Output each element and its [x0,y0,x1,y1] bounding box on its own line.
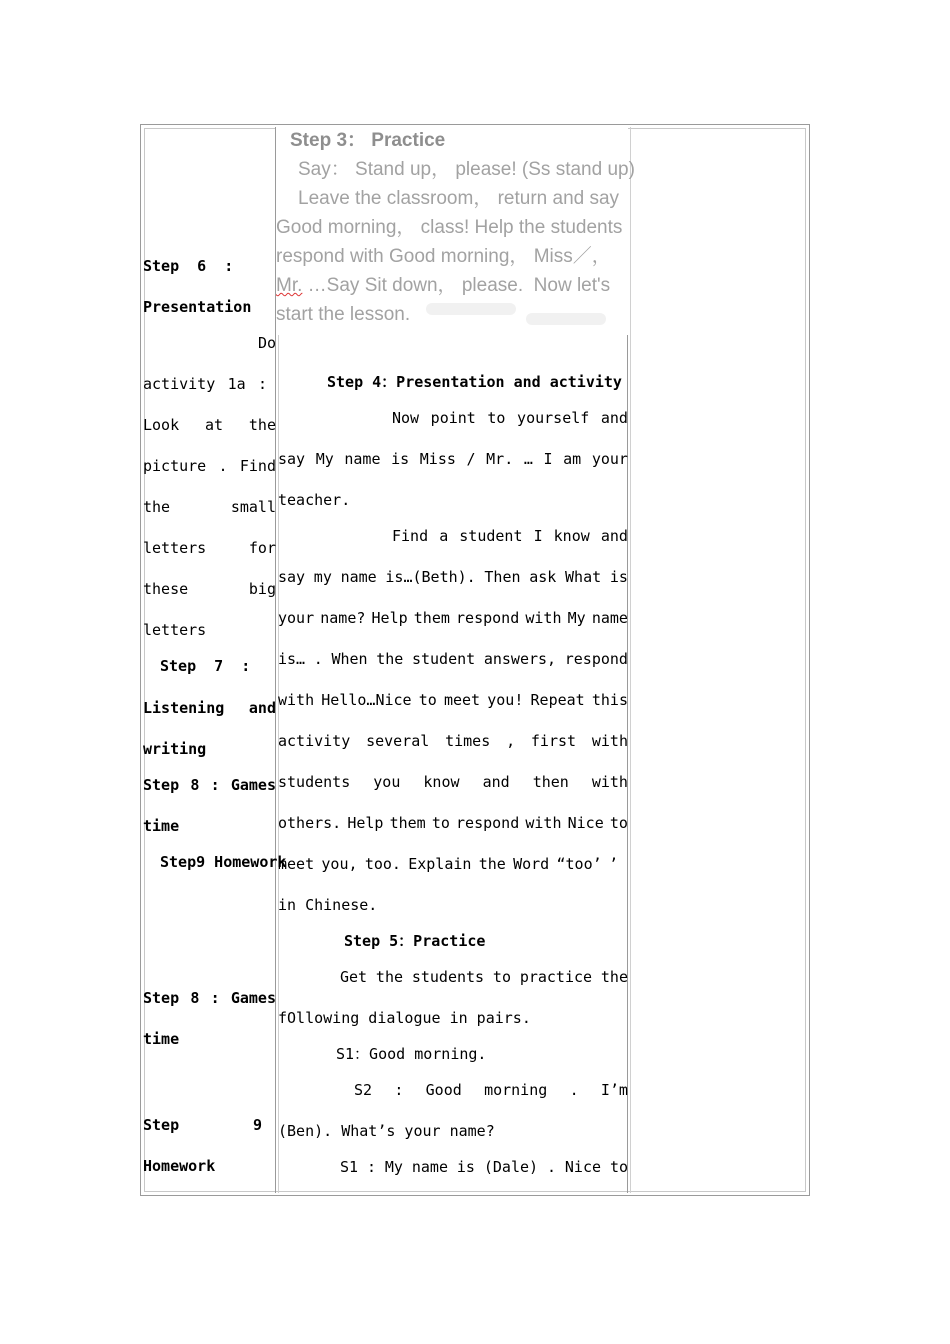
word: . [313,650,323,668]
word: you! [487,691,524,709]
word: My [384,1158,403,1176]
word: to [418,691,437,709]
word: name? [320,609,366,627]
word: say [278,568,306,586]
word: Step [143,776,180,794]
word: picture [143,457,207,475]
paragraph-line [392,527,628,545]
word: student [459,527,523,545]
word: students [278,773,351,791]
word: then [532,773,569,791]
word: the [143,498,171,516]
word: activity [278,732,351,750]
step6-heading [143,257,267,275]
step4-title: Step 4：Presentation and activity [327,373,622,391]
word: Good [425,1081,462,1099]
word: Step [143,989,180,1007]
word: / [466,450,476,468]
step3-line: start the lesson. [276,304,411,325]
word: point [430,409,476,427]
word: Help [347,814,384,832]
word: to [431,814,450,832]
mr-text: Mr. [276,275,303,296]
word: for [248,539,276,557]
word: name [340,568,377,586]
word: yourself [517,409,590,427]
column-divider-right-inner [630,127,631,1193]
word: … [523,450,533,468]
step3-line: Say： Stand up， please! (Ss stand up) [298,159,635,180]
the-small-line [143,498,276,516]
word: I [533,527,543,545]
word: 8 [190,989,200,1007]
step9-heading: Step9 Homework [160,853,287,871]
letters-for-line [143,539,276,557]
word: ’ [608,855,618,873]
step9-homework-repeat: Homework [143,1157,216,1175]
word: practice [519,968,593,986]
word: When [331,650,368,668]
paragraph-line: fOllowing dialogue in pairs. [278,1009,531,1027]
word: letters [143,539,207,557]
word: 9 [252,1116,262,1134]
word: Look [143,416,180,434]
step3-line: respond with Good morning， Miss／， [276,246,611,267]
word: students [411,968,485,986]
word: small [230,498,276,516]
word: the [478,855,506,873]
step8-heading [143,776,276,794]
step8-heading-repeat [143,989,276,1007]
word: . [546,1158,556,1176]
word: is [456,1158,475,1176]
word: others. [278,814,342,832]
word: Explain [408,855,472,873]
word: Get [340,968,368,986]
word: is [391,450,410,468]
dialogue-line: (Ben). What’s your name? [278,1122,495,1140]
dialogue-line [340,1158,628,1176]
word: too. [364,855,401,873]
paragraph-line: teacher. [278,491,351,509]
word: S1 [340,1158,359,1176]
word: is… [278,650,306,668]
word: times [445,732,491,750]
word: answers, [483,650,557,668]
word: Find [392,527,429,545]
word: meet [278,855,315,873]
word: , [506,732,516,750]
word: this [591,691,628,709]
word: your [591,450,628,468]
step8-time-repeat: time [143,1030,180,1048]
word: to [609,1158,628,1176]
word: I’m [600,1081,628,1099]
word: . [569,1081,579,1099]
word: and [600,409,628,427]
word: your [278,609,315,627]
word: to [609,814,628,832]
paragraph-line [278,732,628,750]
paragraph-line [392,409,628,427]
word: Mr. [486,450,514,468]
word: Hello…Nice [321,691,412,709]
word: several [366,732,430,750]
word: the [375,968,404,986]
left-column [143,127,287,1193]
word: activity [143,375,216,393]
word: Step [143,1116,180,1134]
word: with [525,609,562,627]
paragraph-line [278,450,628,468]
word: with [591,773,628,791]
dialogue-line: S1：Good morning. [336,1045,487,1063]
word: know [423,773,460,791]
step5-title: Step 5：Practice [344,932,486,950]
these-big-line [143,580,276,598]
word: to [492,968,511,986]
word: and [482,773,510,791]
word: with [525,814,562,832]
word: (Dale) [483,1158,539,1176]
word: 1a [227,375,246,393]
word: you [373,773,401,791]
step6-label: Step 6 : [143,257,234,275]
word: Then [484,568,521,586]
word: them [389,814,426,832]
word: “too’ [556,855,602,873]
word: S2 [354,1081,373,1099]
word: the [376,650,404,668]
paragraph-line [278,609,628,627]
word: is [609,568,628,586]
word: them [413,609,450,627]
step8-time: time [143,817,180,835]
look-line [143,416,276,434]
do-text: Do [257,334,276,352]
step7-title [143,699,276,717]
word: : [210,989,220,1007]
word: . [218,457,228,475]
word: name [344,450,381,468]
word: is…(Beth). [385,568,476,586]
word: with [278,691,315,709]
picture-line [143,457,276,475]
word: student [411,650,476,668]
word: My [567,609,586,627]
step3-line: Leave the classroom， return and say [298,188,620,209]
paragraph-line [278,814,628,832]
paragraph-line [340,968,628,986]
dialogue-line [354,1081,628,1099]
word: I [543,450,553,468]
word: my [313,568,332,586]
word: Repeat [530,691,585,709]
word: Find [239,457,276,475]
word: ask [529,568,557,586]
word: Games [230,989,276,1007]
say-sit-down-text: …Say Sit down， please. Now let's [302,275,611,296]
word: My [315,450,334,468]
word: am [563,450,582,468]
paragraph-line: in Chinese. [278,896,378,914]
word: : [257,375,267,393]
word: : [394,1081,404,1099]
word: these [143,580,189,598]
word: Nice [564,1158,602,1176]
activity-line [143,375,267,393]
word: Miss [419,450,456,468]
word: Help [371,609,408,627]
word: respond [564,650,628,668]
step3-line: Good morning， class! Help the students [276,217,623,238]
paragraph-line [278,568,628,586]
middle-column [278,127,628,1193]
word: big [248,580,276,598]
step7-title-cont: writing [143,740,207,758]
word: name [591,609,628,627]
word: with [591,732,628,750]
word: meet [443,691,481,709]
word: respond [456,609,520,627]
word: name [411,1158,448,1176]
word: the [600,968,628,986]
word: Now [392,409,420,427]
word: say [278,450,306,468]
word: the [248,416,276,434]
paragraph-line [278,773,628,791]
word: Listening [143,699,225,717]
word: a [439,527,449,545]
paragraph-line [278,650,628,668]
step6-title: Presentation [143,298,252,316]
word: you, [321,855,358,873]
word: to [487,409,506,427]
word: : [210,776,220,794]
word: and [600,527,628,545]
step9-heading-repeat [143,1116,262,1134]
step3-title: Step 3： Practice [290,130,446,151]
letters-text: letters [143,621,207,639]
word: 8 [190,776,200,794]
word: respond [456,814,520,832]
paragraph-line [278,691,628,709]
word: Nice [567,814,604,832]
word: morning [484,1081,548,1099]
step7-label: Step 7 : [160,657,251,675]
word: What [565,568,602,586]
word: at [204,416,224,434]
word: Games [230,776,276,794]
word: : [366,1158,376,1176]
word: and [248,699,276,717]
paragraph-line [278,855,618,873]
word: know [553,527,590,545]
word: Word [513,855,550,873]
word: first [530,732,577,750]
